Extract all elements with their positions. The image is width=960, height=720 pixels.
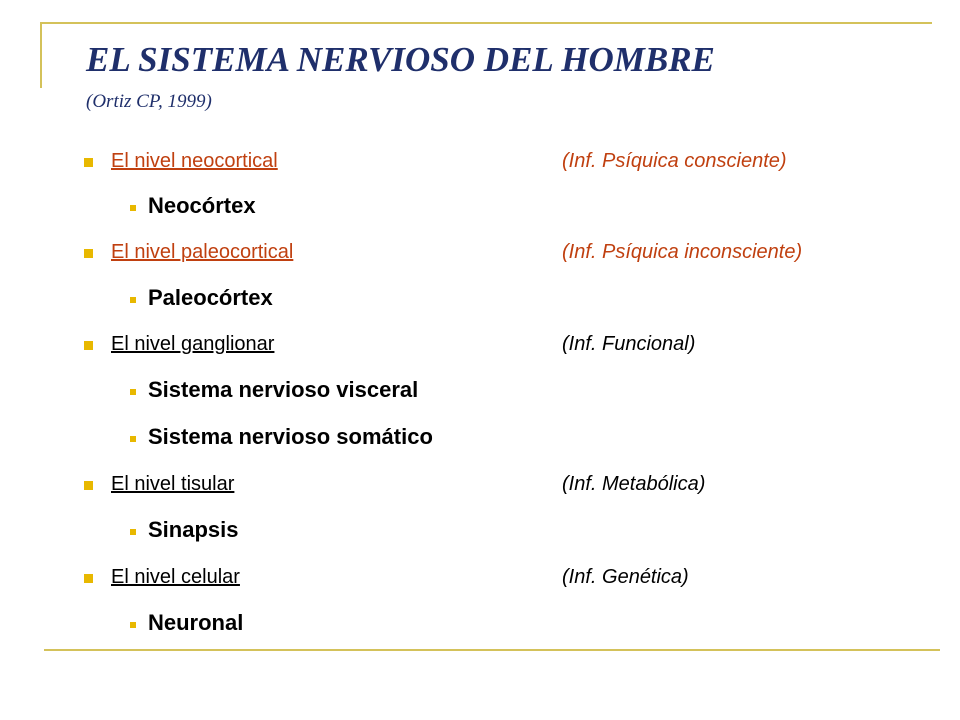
subitem-label: Sistema nervioso somático: [148, 424, 433, 449]
subitem-neocortex: [0, 188, 960, 228]
level-tisular: [0, 466, 960, 506]
slide-title: EL SISTEMA NERVIOSO DEL HOMBRE: [86, 40, 715, 79]
level-link-tisular[interactable]: El nivel tisular: [111, 473, 235, 495]
level-link-ganglionar[interactable]: El nivel ganglionar: [111, 333, 275, 355]
level-note-celular: (Inf. Genética): [562, 566, 689, 588]
level-neocortical: [0, 143, 960, 183]
small-square-bullet-icon: [130, 205, 136, 211]
subitem-label: Neuronal: [148, 610, 244, 635]
level-paleocortical: [0, 234, 960, 274]
top-rule: [40, 22, 932, 24]
subitem-neuronal: [0, 605, 960, 645]
level-link-neocortical[interactable]: El nivel neocortical: [111, 150, 278, 172]
subitem-label: Sistema nervioso visceral: [148, 377, 419, 402]
level-note-ganglionar: (Inf. Funcional): [562, 333, 696, 355]
subitem-sinapsis: [0, 512, 960, 552]
square-bullet-icon: [84, 481, 93, 490]
level-link-celular[interactable]: El nivel celular: [111, 566, 240, 588]
small-square-bullet-icon: [130, 622, 136, 628]
small-square-bullet-icon: [130, 297, 136, 303]
subitem-label: Paleocórtex: [148, 285, 273, 310]
subitem-paleocortex: [0, 280, 960, 320]
subitem-label: Neocórtex: [148, 193, 256, 218]
square-bullet-icon: [84, 574, 93, 583]
level-link-paleocortical[interactable]: El nivel paleocortical: [111, 241, 294, 263]
subitem-visceral: [0, 372, 960, 412]
level-note-paleocortical: (Inf. Psíquica inconsciente): [562, 241, 803, 263]
square-bullet-icon: [84, 249, 93, 258]
slide-subtitle: (Ortiz CP, 1999): [86, 91, 212, 112]
square-bullet-icon: [84, 158, 93, 167]
bottom-rule: [44, 649, 940, 651]
left-rule: [40, 22, 42, 88]
small-square-bullet-icon: [130, 529, 136, 535]
level-celular: [0, 559, 960, 599]
small-square-bullet-icon: [130, 389, 136, 395]
level-ganglionar: [0, 326, 960, 366]
level-note-neocortical: (Inf. Psíquica consciente): [562, 150, 787, 172]
subitem-label: Sinapsis: [148, 517, 239, 542]
level-note-tisular: (Inf. Metabólica): [562, 473, 706, 495]
square-bullet-icon: [84, 341, 93, 350]
subitem-somatico: [0, 419, 960, 459]
small-square-bullet-icon: [130, 436, 136, 442]
